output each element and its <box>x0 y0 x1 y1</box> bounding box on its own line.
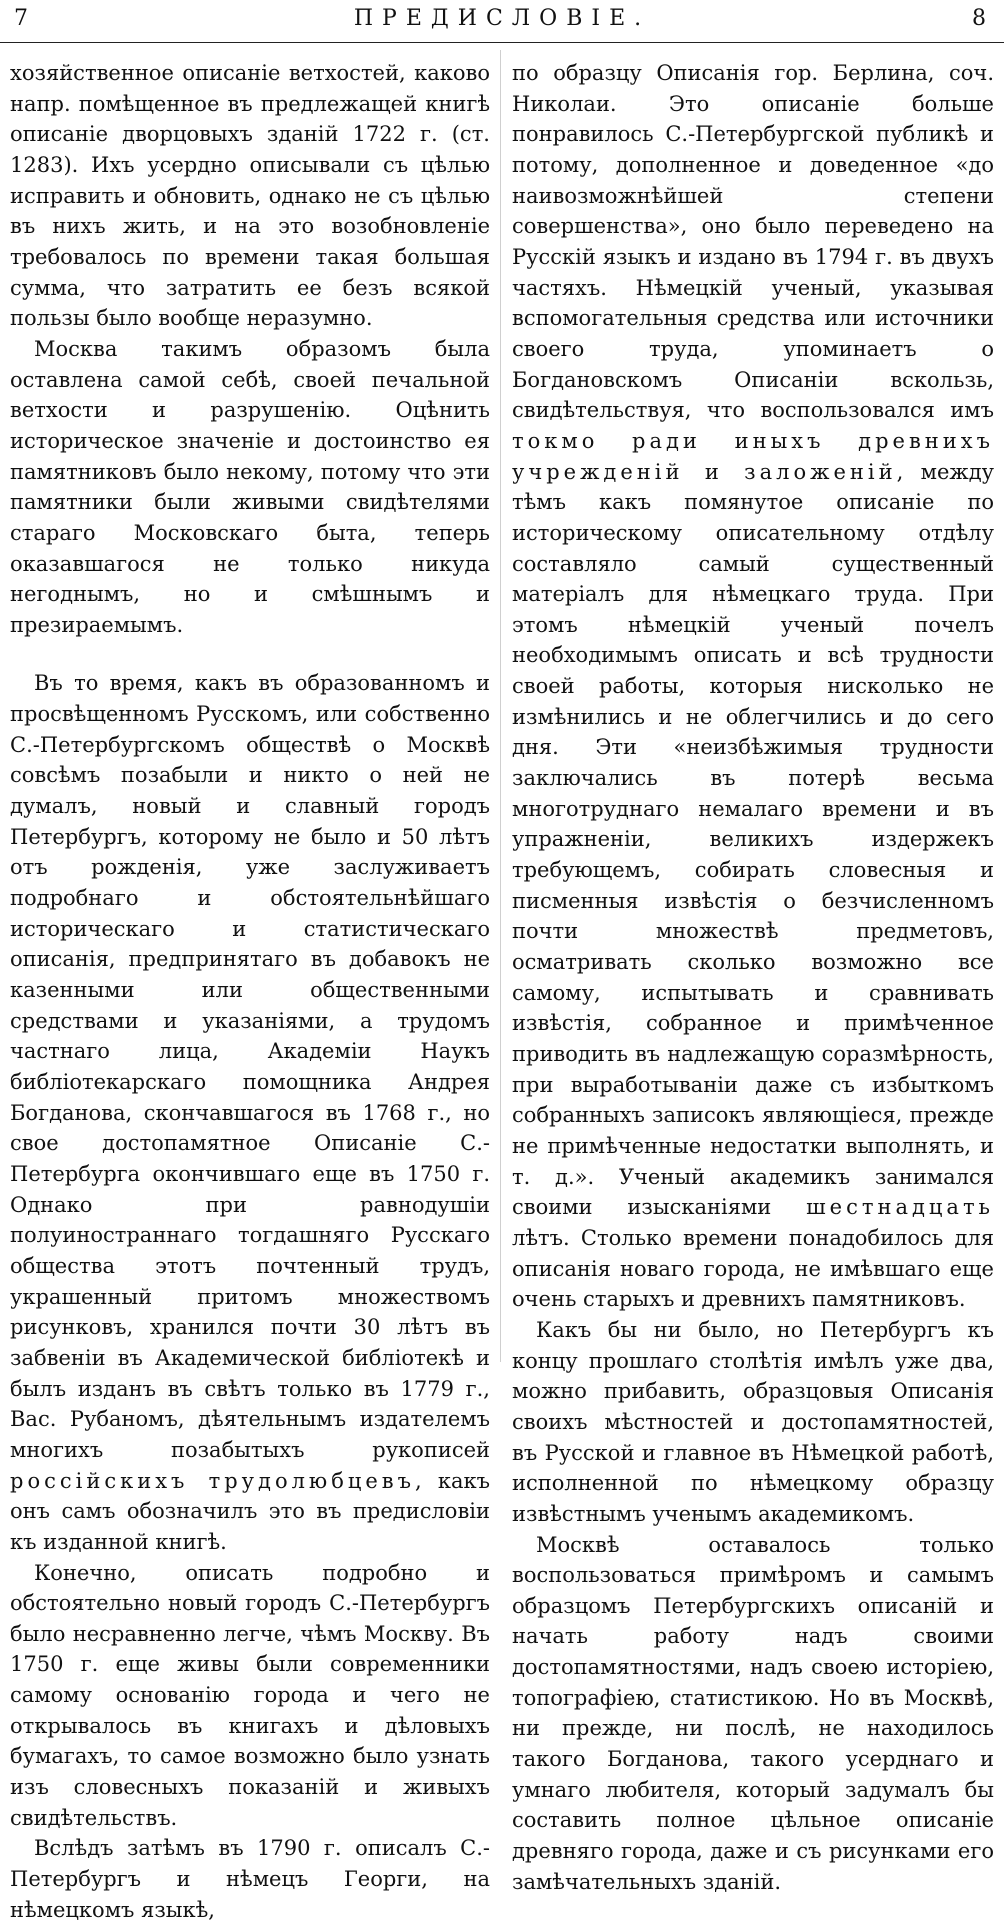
right-column <box>512 58 994 1894</box>
right-paragraph-3: Москвѣ оставалось только воспользоваться примѣромъ и самымъ образцомъ Петербургскихъ описаній и начать работу надъ своими достопамятностями, надъ своею исторіею, топографіею, статистикою. Но въ Москвѣ, ни прежде, ни послѣ, не находилось такого Богданова, такого усерднаго и умнаго любителя, который задумалъ бы составить полное цѣльное описаніе древняго города, даже и съ рисунками его замѣчательныхъ зданій. <box>512 1532 994 1894</box>
left-column <box>10 58 490 1922</box>
left-paragraph-3 <box>10 668 490 1557</box>
left-paragraph-4: Конечно, описать подробно и обстоятельно новый городъ С.-Петербургъ было несравненно легче, чѣмъ Москву. Въ 1750 г. еще живы были современники самому основанію города и чего не открывалось въ книгахъ и дѣловыхъ бумагахъ, то самое возможно было узнать изъ словесныхъ показаній и живыхъ свидѣтельствъ. <box>10 1560 490 1830</box>
left-paragraph-2: Москва такимъ образомъ была оставлена самой себѣ, своей печальной ветхости и разрушенію. Оцѣнить историческое значеніе и достоинство ея памятниковъ было некому, потому что эти памятники были живыми свидѣтелями стараго Московскаго быта, теперь оказавшагося не только никуда негоднымъ, но и смѣшнымъ и презираемымъ. <box>10 336 490 637</box>
left-paragraph-3-text-a: Въ то время, какъ въ образованномъ и просвѣщенномъ Русскомъ, или собственно С.-Петербургскомъ обществѣ о Москвѣ совсѣмъ позабыли и никто о ней не думалъ, новый и славный городъ Петербургъ, которому не было и 50 лѣтъ отъ рожденія, уже заслуживаетъ подробнаго и обстоятельнѣйшаго историческаго и статистическаго описанія, предпринятаго въ добавокъ не казенными или общественными средствами и указаніями, а трудомъ частнаго лица, Академіи Наукъ библіотекарскаго помощника Андрея Богданова, скончавшагося въ 1768 г., но свое достопамятное Описаніе С.-Петербурга окончившаго еще въ 1750 г. Однако при равнодушіи полуиностраннаго тогдашняго Русскаго общества этотъ почтенный трудъ, украшенный притомъ множествомъ рисунковъ, хранился почти 30 лѣтъ въ забвеніи въ Академической библіотекѣ и былъ изданъ въ свѣтъ только въ 1779 г., Вас. Рубаномъ, дѣятельнымъ издателемъ многихъ позабытыхъ рукописей <box>10 671 490 1462</box>
emphasized-phrase: токмо ради иныхъ древнихъ учрежденій и заложеній <box>512 428 994 484</box>
right-paragraph-1-text-a: по образцу Описанія гор. Берлина, соч. Николаи. Это описаніе больше понравилось С.-Петербургской публикѣ и потому, дополненное и доведенное «до наивозможнѣйшей степени совершенства», оно было переведено на Русскій языкъ и издано въ 1794 г. въ двухъ частяхъ. Нѣмецкій ученый, указывая вспомогательныя средства или источники своего труда, упоминаетъ о Богдановскомъ Описаніи вскользь, свидѣтельствуя, что воспользовался имъ <box>512 61 994 423</box>
right-paragraph-1 <box>512 58 994 1315</box>
left-paragraph-1: хозяйственное описаніе ветхостей, каково напр. помѣщенное въ предлежащей книгѣ описаніе дворцовыхъ зданій 1722 г. (ст. 1283). Ихъ усердно описывали съ цѣлью исправить и обновить, однако не съ цѣлью въ нихъ жить, и на это возобновленіе требовалось по времени такая большая сумма, что затратить ее безъ всякой пользы было вообще неразумно. <box>10 61 490 331</box>
left-paragraph-3-text-b: , какъ онъ самъ обозначилъ это въ предисловіи къ изданной книгѣ. <box>10 1468 490 1554</box>
page-header <box>0 0 1004 43</box>
column-divider <box>500 50 501 1362</box>
right-paragraph-1-text-c: лѣтъ. Столько времени понадобилось для описанія новаго города, не имѣвшаго еще очень старыхъ и древнихъ памятниковъ. <box>512 1225 994 1312</box>
page-number-right: 8 <box>972 6 986 31</box>
running-title: ПРЕДИСЛОВІЕ. <box>353 6 651 31</box>
emphasized-word: шестнадцать <box>806 1195 994 1220</box>
emphasized-phrase: россійскихъ трудолюбцевъ <box>10 1468 415 1493</box>
page-number-left: 7 <box>14 6 28 31</box>
right-paragraph-2: Какъ бы ни было, но Петербургъ къ концу прошлаго столѣтія имѣлъ уже два, можно прибавить, образцовыя Описанія своихъ мѣстностей и достопамятностей, въ Русской и главное въ Нѣмецкой работѣ, исполненной по нѣмецкому образцу извѣстнымъ ученымъ академикомъ. <box>512 1317 994 1526</box>
right-paragraph-1-text-b: , между тѣмъ какъ помянутое описаніе по историческому описательному отдѣлу составляло самый существенный матеріалъ для нѣмецкаго труда. При этомъ нѣмецкій ученый почелъ необходимымъ описать и всѣ трудности своей работы, которыя нисколько не измѣнились и не облегчились и до сего дня. Эти «неизбѣжимыя трудности заключались въ потерѣ весьма многотруднаго немалаго времени и въ упражненіи, великихъ издержекъ требующемъ, собирать словесныя и писменныя извѣстія о безчисленномъ почти множествѣ предметовъ, осматривать сколько возможно все самому, испытывать и сравнивать извѣстія, собранное и примѣченное приводить въ надлежащую соразмѣрность, при выработываніи даже съ избыткомъ собранныхъ записокъ являющіеся, прежде не примѣченные недостатки выполнять, и т. д.». Ученый академикъ занимался своими изысканіями <box>512 459 994 1220</box>
left-paragraph-5: Вслѣдъ затѣмъ въ 1790 г. описалъ С.-Петербургъ и нѣмецъ Георги, на нѣмецкомъ языкѣ, <box>10 1836 490 1922</box>
